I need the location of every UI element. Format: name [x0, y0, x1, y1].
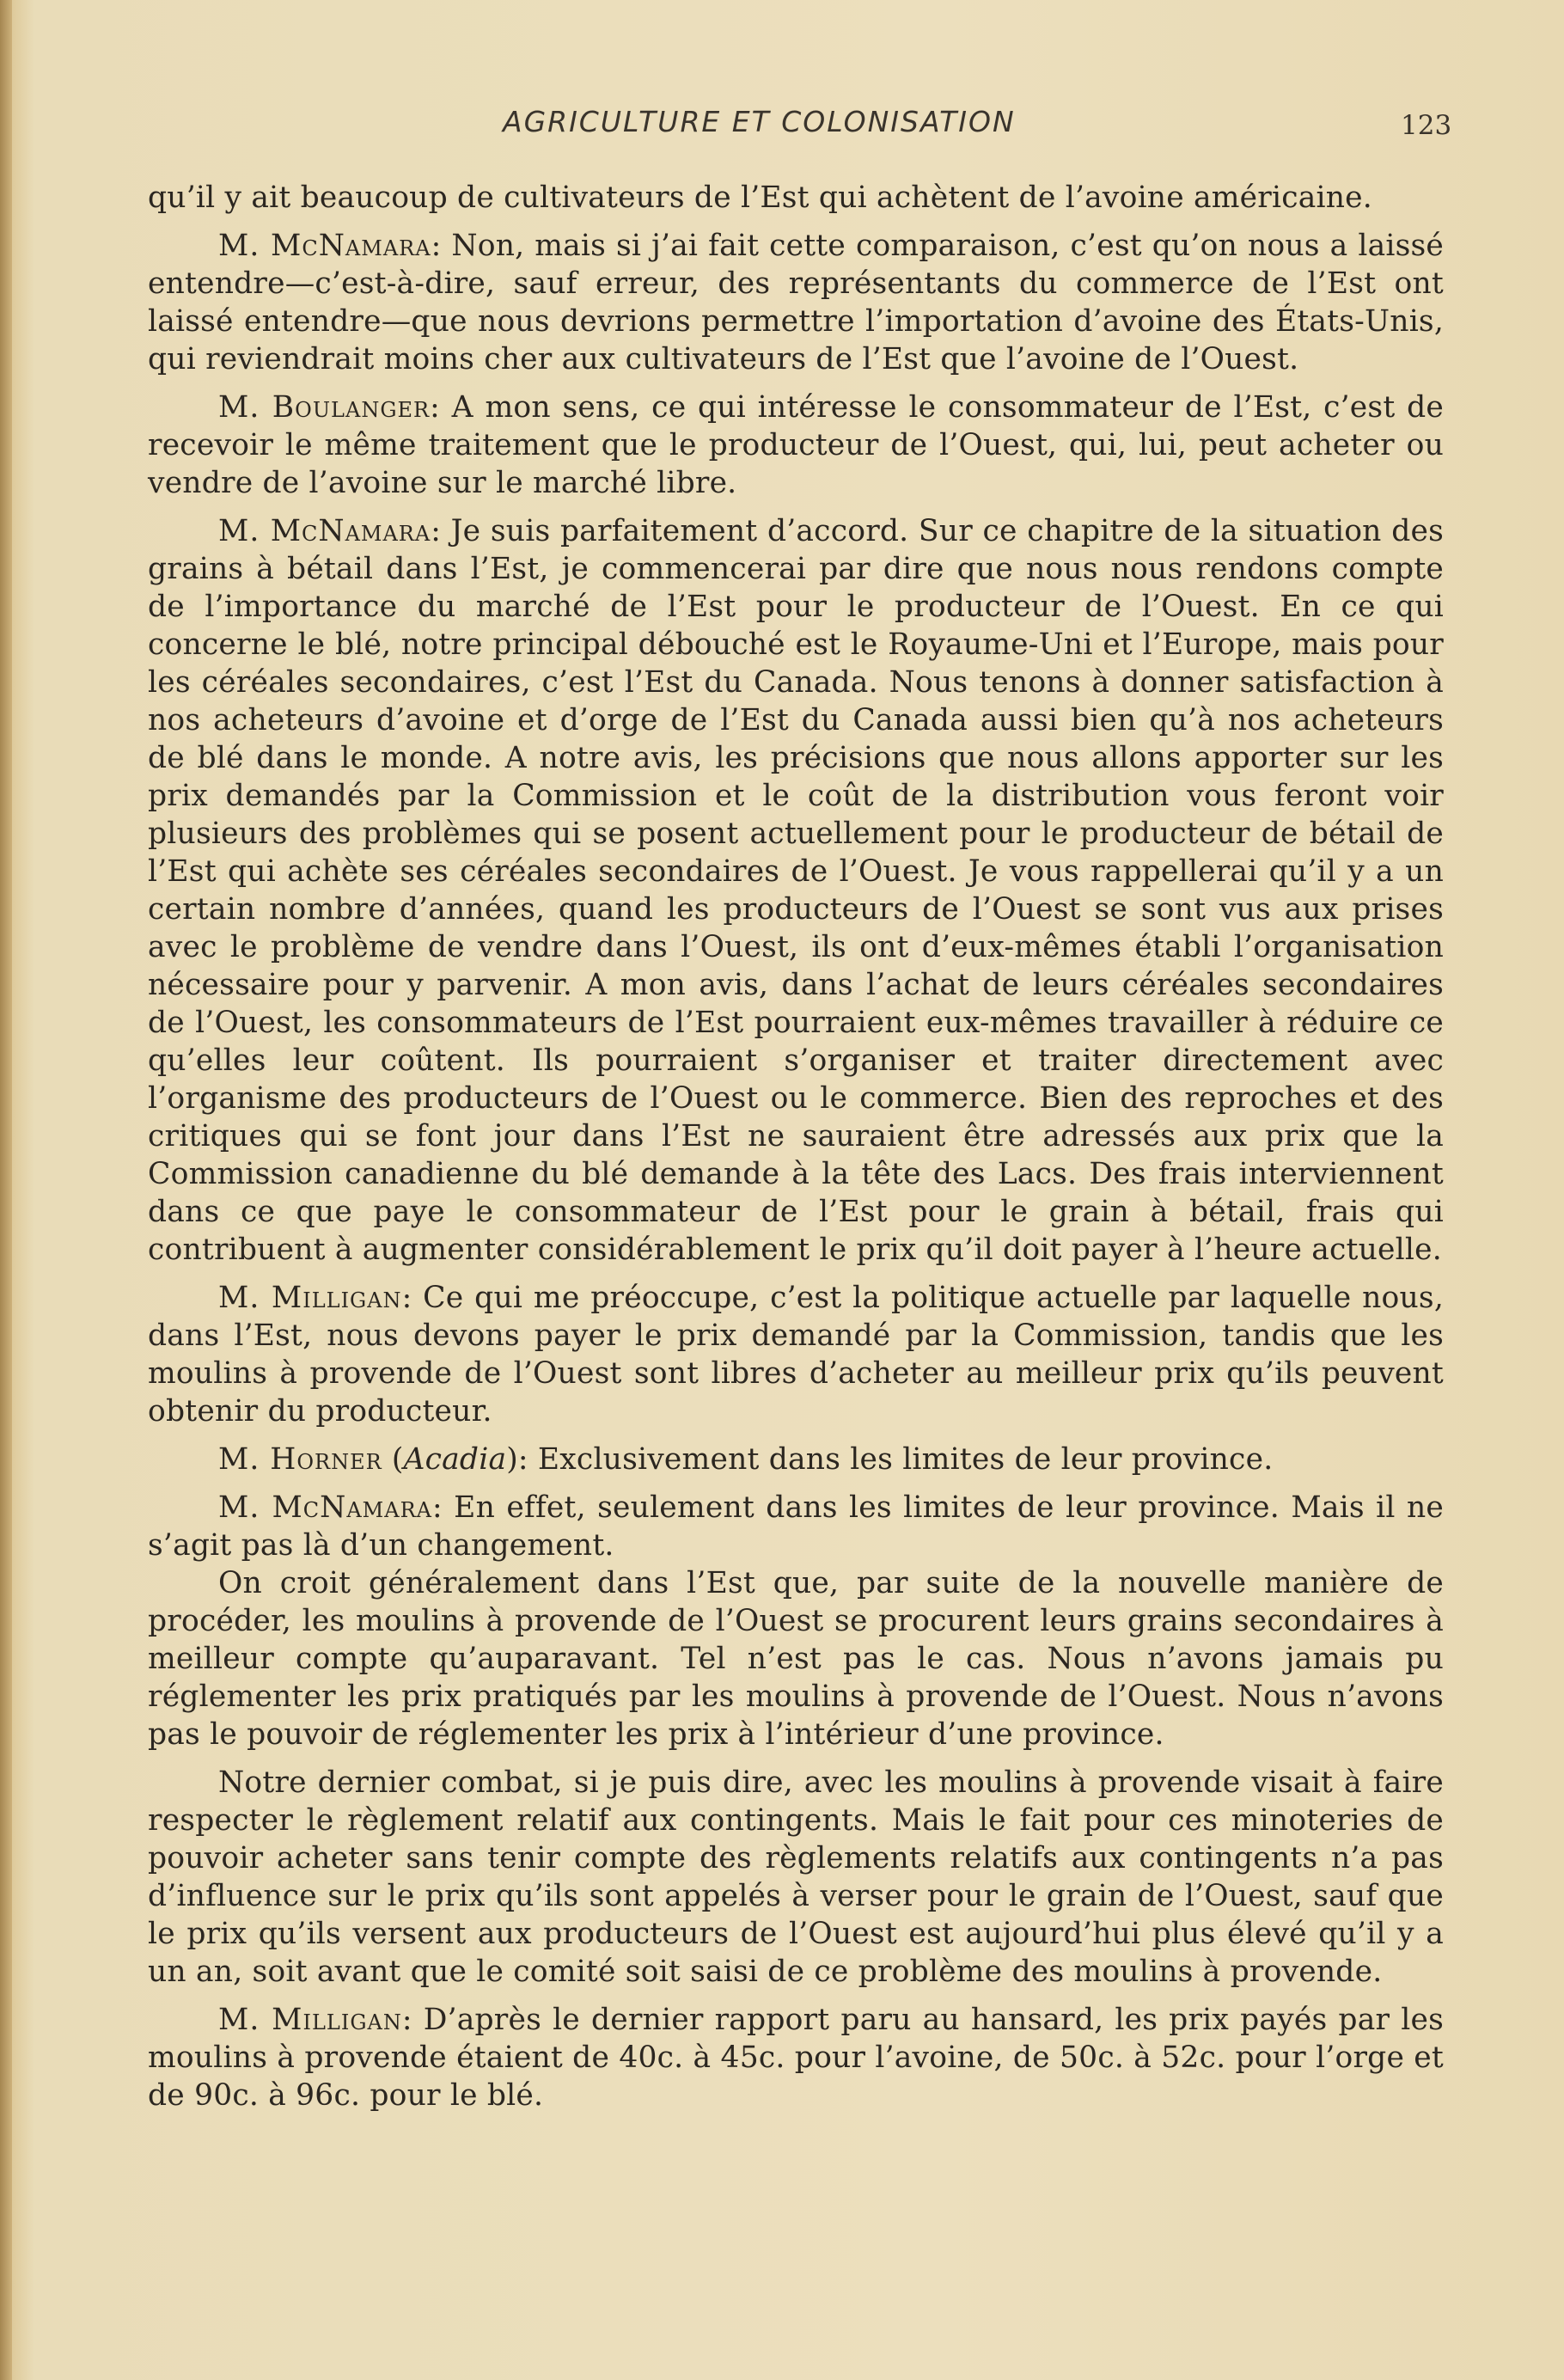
paragraph-mcnamara-3: M. McNamara: En effet, seulement dans les limites de leur province. Mais il ne s’agit pas là d’un changement.: [148, 1490, 1444, 1563]
paragraph-milligan-2: M. Milligan: D’après le dernier rapport paru au hansard, les prix payés par les moulins à provende étaient de 40c. à 45c. pour l’avoine, de 50c. à 52c. pour l’orge et de 90c. à 96c. pour le blé.: [148, 2003, 1444, 2113]
paragraph-continued-2: Notre dernier combat, si je puis dire, avec les moulins à provende visait à faire respecter le règlement relatif aux contingents. Mais le fait pour ces minoteries de pouvoir acheter sans tenir compte des règlements relatifs aux contingents n’a pas d’influence sur le prix qu’ils sont appelés à verser pour le grain de l’Ouest, sauf que le prix qu’ils versent aux producteurs de l’Ouest est aujourd’hui plus élevé qu’il y a un an, soit avant que le comité soit saisi de ce problème des moulins à provende.: [148, 1765, 1444, 1989]
paragraph-mcnamara-1: M. McNamara: Non, mais si j’ai fait cette comparaison, c’est qu’on nous a laissé entendre—c’est-à-dire, sauf erreur, des représentants du commerce de l’Est ont laissé entendre—que nous devrions permettre l’importation d’avoine des États-Unis, qui reviendrait moins cher aux cultivateurs de l’Est que l’avoine de l’Ouest.: [148, 229, 1444, 376]
speaker-name: M. Milligan: [218, 1281, 402, 1315]
running-title: AGRICULTURE ET COLONISATION: [503, 105, 1016, 138]
page-header: [0, 105, 1564, 156]
paragraph-mcnamara-2: M. McNamara: Je suis parfaitement d’accord. Sur ce chapitre de la situation des grains à bétail dans l’Est, je commencerai par dire que nous nous rendons compte de l’importance du marché de l’Est pour le producteur de l’Ouest. En ce qui concerne le blé, notre principal débouché est le Royaume-Uni et l’Europe, mais pour les céréales secondaires, c’est l’Est du Canada. Nous tenons à donner satisfaction à nos acheteurs d’avoine et d’orge de l’Est du Canada aussi bien qu’à nos acheteurs de blé dans le monde. A notre avis, les précisions que nous allons apporter sur les prix demandés par la Commission et le coût de la distribution vous feront voir plusieurs des problèmes qui se posent actuellement pour le producteur de bétail de l’Est qui achète ses céréales secondaires de l’Ouest. Je vous rappellerai qu’il y a un certain nombre d’années, quand les producteurs de l’Ouest se sont vus aux prises avec le problème de vendre dans l’Ouest, ils ont d’eux-mêmes établi l’organisation nécessaire pour y parvenir. A mon avis, dans l’achat de leurs céréales secondaires de l’Ouest, les consommateurs de l’Est pourraient eux-mêmes travailler à réduire ce qu’elles leur coûtent. Ils pourraient s’organiser et traiter directement avec l’organisme des producteurs de l’Ouest ou le commerce. Bien des reproches et des critiques qui se font jour dans l’Est ne sauraient être adressés aux prix que la Commission canadienne du blé demande à la tête des Lacs. Des frais interviennent dans ce que paye le consommateur de l’Est pour le grain à bétail, frais qui contribuent à augmenter considérablement le prix qu’il doit payer à l’heure actuelle.: [148, 514, 1444, 1267]
speaker-name: M. Boulanger: [218, 390, 431, 425]
speaker-name: M. McNamara: [218, 1490, 432, 1525]
page-spine-edge: [0, 0, 12, 2380]
paragraph-continuation: qu’il y ait beaucoup de cultivateurs de l’Est qui achètent de l’avoine américaine.: [148, 180, 1372, 215]
paragraph-continued-1: On croit généralement dans l’Est que, par suite de la nouvelle manière de procéder, les moulins à provende de l’Ouest se procurent leurs grains secondaires à meilleur compte qu’auparavant. Tel n’est pas le cas. Nous n’avons jamais pu réglementer les prix pratiqués par les moulins à provende de l’Ouest. Nous n’avons pas le pouvoir de réglementer les prix à l’intérieur d’une province.: [148, 1566, 1444, 1752]
speaker-name: M. McNamara: [218, 514, 431, 548]
speaker-name: M. McNamara: [218, 229, 431, 263]
paragraph-horner: M. Horner (Acadia): Exclusivement dans les limites de leur province.: [218, 1442, 1274, 1477]
speaker-name: M. Horner: [218, 1442, 382, 1477]
paragraph-milligan-1: M. Milligan: Ce qui me préoccupe, c’est la politique actuelle par laquelle nous, dans l’Est, nous devons payer le prix demandé par la Commission, tandis que les moulins à provende de l’Ouest sont libres d’acheter au meilleur prix qu’ils peuvent obtenir du producteur.: [148, 1281, 1444, 1429]
speaker-riding: Acadia: [403, 1442, 507, 1477]
speaker-name: M. Milligan: [218, 2003, 402, 2037]
paragraph-boulanger: M. Boulanger: A mon sens, ce qui intéresse le consommateur de l’Est, c’est de recevoir le même traitement que le producteur de l’Ouest, qui, lui, peut acheter ou vendre de l’avoine sur le marché libre.: [148, 390, 1445, 500]
page-number: 123: [1401, 110, 1452, 141]
body-text: [148, 179, 1444, 2125]
